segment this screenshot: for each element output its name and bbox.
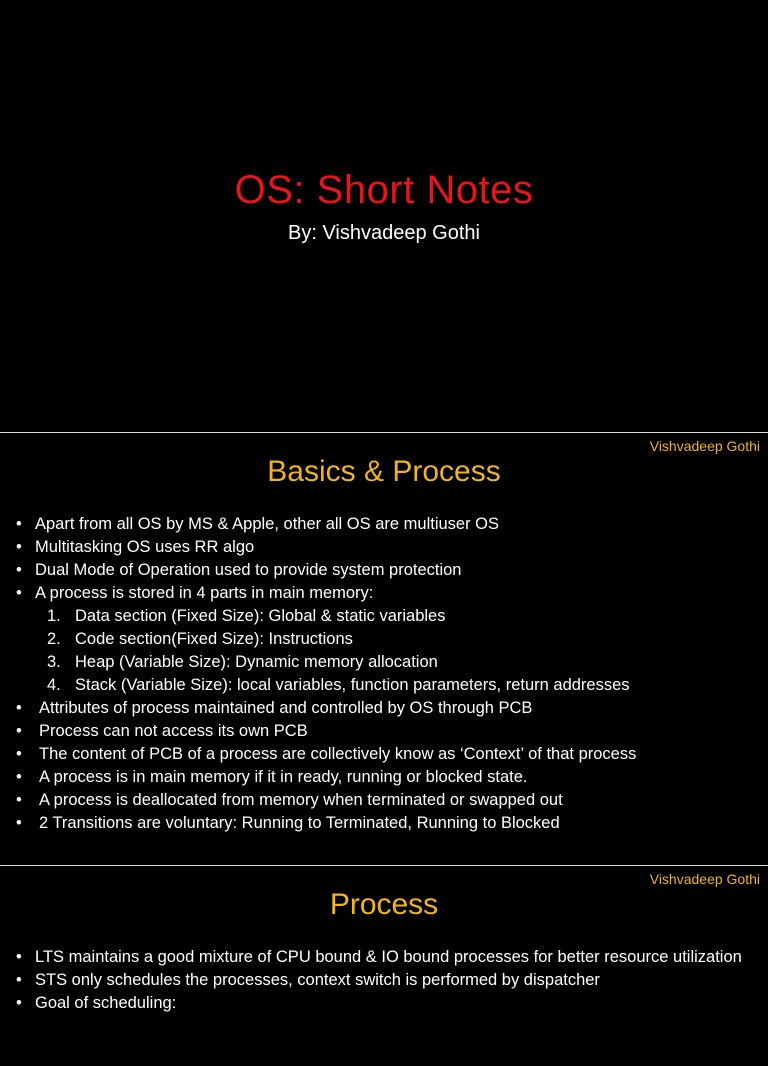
bullet-item: • Process can not access its own PCB bbox=[0, 720, 768, 743]
numbered-item bbox=[0, 651, 768, 674]
author-tag: Vishvadeep Gothi bbox=[649, 438, 760, 454]
item-text: Code section(Fixed Size): Instructions bbox=[75, 630, 353, 648]
bullet-item: • Dual Mode of Operation used to provide system protection bbox=[0, 559, 768, 582]
slide-heading: Basics & Process bbox=[267, 455, 501, 488]
author-tag: Vishvadeep Gothi bbox=[649, 871, 760, 887]
numbered-item bbox=[0, 605, 768, 628]
numbered-item bbox=[0, 628, 768, 651]
title-slide bbox=[0, 0, 768, 432]
bullet-item: • Apart from all OS by MS & Apple, other all OS are multiuser OS bbox=[0, 513, 768, 536]
basics-process-slide bbox=[0, 433, 768, 865]
slide-heading: Process bbox=[329, 888, 439, 921]
bullet-item: • Attributes of process maintained and controlled by OS through PCB bbox=[0, 697, 768, 720]
bullet-item: • 2 Transitions are voluntary: Running to Terminated, Running to Blocked bbox=[0, 812, 768, 835]
numbered-item bbox=[0, 674, 768, 697]
bullet-item: • LTS maintains a good mixture of CPU bound & IO bound processes for better resource utilization bbox=[0, 946, 768, 969]
slide-title: OS: Short Notes bbox=[234, 168, 534, 212]
bullet-item: • A process is in main memory if it in ready, running or blocked state. bbox=[0, 766, 768, 789]
bullet-item: • A process is deallocated from memory when terminated or swapped out bbox=[0, 789, 768, 812]
bullet-item: • Multitasking OS uses RR algo bbox=[0, 536, 768, 559]
bullet-item: • STS only schedules the processes, context switch is performed by dispatcher bbox=[0, 969, 768, 992]
item-number: 3. bbox=[47, 653, 61, 671]
item-text: Data section (Fixed Size): Global & static variables bbox=[75, 607, 446, 625]
bullet-item: • The content of PCB of a process are collectively know as ‘Context’ of that process bbox=[0, 743, 768, 766]
bullet-list bbox=[0, 946, 768, 1015]
item-text: Heap (Variable Size): Dynamic memory allocation bbox=[75, 653, 438, 671]
slide-subtitle: By: Vishvadeep Gothi bbox=[288, 222, 480, 244]
item-number: 2. bbox=[47, 630, 61, 648]
item-number: 1. bbox=[47, 607, 61, 625]
item-number: 4. bbox=[47, 676, 61, 694]
process-slide bbox=[0, 866, 768, 1066]
item-text: Stack (Variable Size): local variables, function parameters, return addresses bbox=[75, 676, 630, 694]
bullet-item: • A process is stored in 4 parts in main memory: bbox=[0, 582, 768, 605]
bullet-item: • Goal of scheduling: bbox=[0, 992, 768, 1015]
bullet-list bbox=[0, 513, 768, 835]
